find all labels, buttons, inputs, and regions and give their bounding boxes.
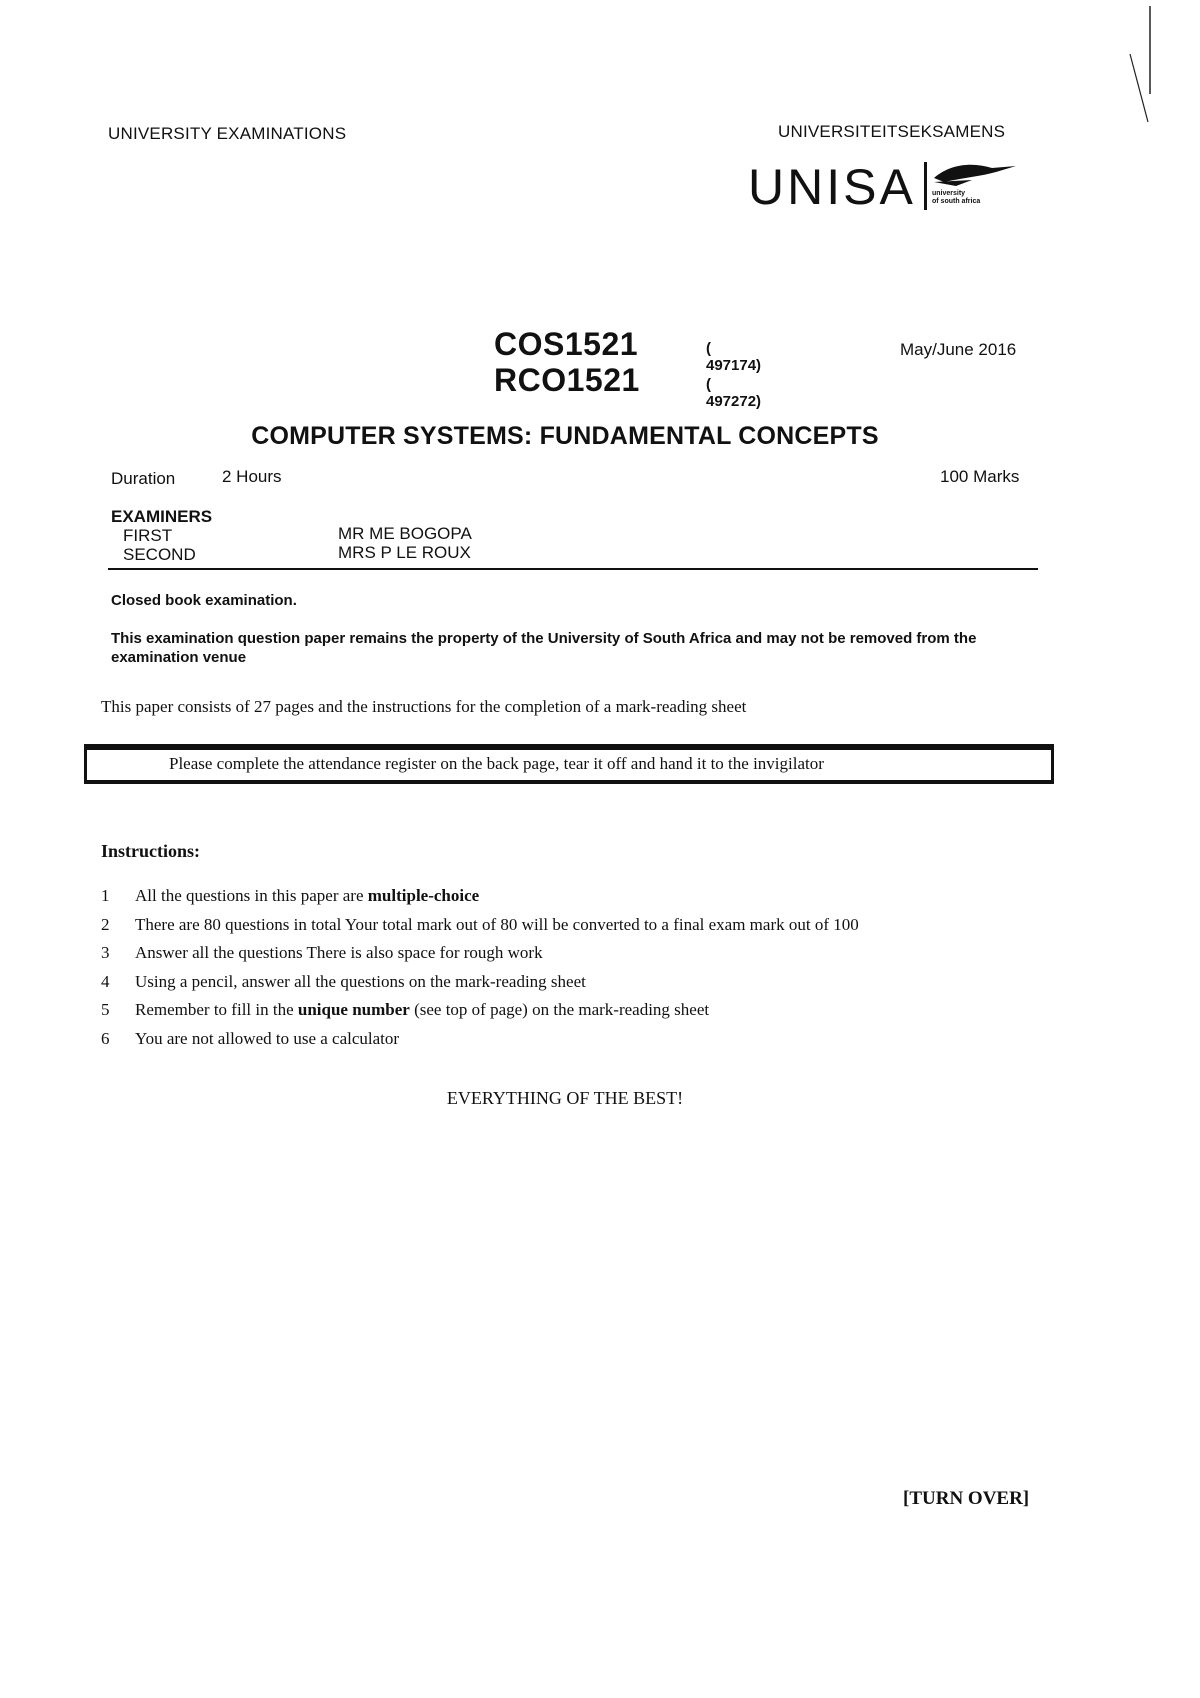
total-marks: 100 Marks xyxy=(940,467,1020,486)
bird-icon xyxy=(932,160,1018,188)
instruction-text-part: There are 80 questions in total Your total mark out of 80 will be converted to a final exam mark out of 100 xyxy=(135,914,859,934)
paper-title: COMPUTER SYSTEMS: FUNDAMENTAL CONCEPTS xyxy=(251,422,879,450)
instruction-text xyxy=(135,972,586,992)
divider-rule xyxy=(108,568,1038,570)
instruction-text-part: (see top of page) on the mark-reading sheet xyxy=(409,1000,710,1020)
instruction-number: 6 xyxy=(101,1028,110,1048)
instruction-emphasis: multiple-choice xyxy=(367,886,480,905)
closed-book-note: Closed book examination. xyxy=(111,592,297,609)
examiner-role: FIRST xyxy=(123,526,173,545)
logo-subtitle-2: of south africa xyxy=(932,198,981,205)
instruction-text-part: Remember to fill in the xyxy=(135,1000,298,1020)
instructions-heading: Instructions: xyxy=(101,841,201,861)
header-right: UNIVERSITEITSEKSAMENS xyxy=(778,122,1006,141)
instruction-number: 2 xyxy=(101,914,110,934)
instruction-text xyxy=(135,943,543,963)
instruction-text xyxy=(135,886,479,906)
unique-number: ( 497272) xyxy=(706,376,762,410)
instruction-text xyxy=(135,915,859,935)
property-note: This examination question paper remains the property of the University of South Africa and may not be removed from the examination venue xyxy=(111,630,977,666)
instruction-number: 3 xyxy=(101,943,110,963)
course-code: COS1521 xyxy=(494,326,639,362)
instruction-text-part: Using a pencil, answer all the questions on the mark-reading sheet xyxy=(135,971,586,991)
instruction-text xyxy=(135,1029,399,1049)
scan-mark xyxy=(1126,4,1156,124)
course-code: RCO1521 xyxy=(494,362,640,398)
logo-subtitle-1: university xyxy=(932,190,966,197)
instruction-number: 1 xyxy=(101,886,110,905)
closing-message: EVERYTHING OF THE BEST! xyxy=(446,1088,684,1108)
instruction-number: 4 xyxy=(101,971,110,991)
logo-divider xyxy=(924,162,927,210)
examiner-role: SECOND xyxy=(123,545,196,564)
examiner-name: MRS P LE ROUX xyxy=(338,543,471,562)
instruction-text xyxy=(135,1000,709,1020)
turn-over-note: [TURN OVER] xyxy=(903,1488,1030,1509)
duration-value: 2 Hours xyxy=(222,467,282,486)
examiners-heading: EXAMINERS xyxy=(111,507,213,526)
pages-note: This paper consists of 27 pages and the instructions for the completion of a mark-reading sheet xyxy=(101,697,747,716)
duration-label: Duration xyxy=(111,469,176,488)
exam-date: May/June 2016 xyxy=(900,340,1017,359)
attendance-notice: Please complete the attendance register on the back page, tear it off and hand it to the invigilator xyxy=(169,754,824,773)
unique-number: ( 497174) xyxy=(706,340,762,374)
instruction-emphasis: unique number xyxy=(297,1000,410,1020)
attendance-notice-box xyxy=(84,744,1054,784)
instruction-text-part: All the questions in this paper are xyxy=(135,886,368,905)
unisa-logo xyxy=(748,156,1020,218)
instruction-text-part: You are not allowed to use a calculator xyxy=(135,1028,400,1048)
instruction-text-part: Answer all the questions There is also space for rough work xyxy=(135,943,543,963)
examiner-name: MR ME BOGOPA xyxy=(338,524,472,543)
instruction-number: 5 xyxy=(101,1000,110,1020)
logo-wordmark: UNISA xyxy=(748,159,916,215)
header-left: UNIVERSITY EXAMINATIONS xyxy=(108,124,347,143)
